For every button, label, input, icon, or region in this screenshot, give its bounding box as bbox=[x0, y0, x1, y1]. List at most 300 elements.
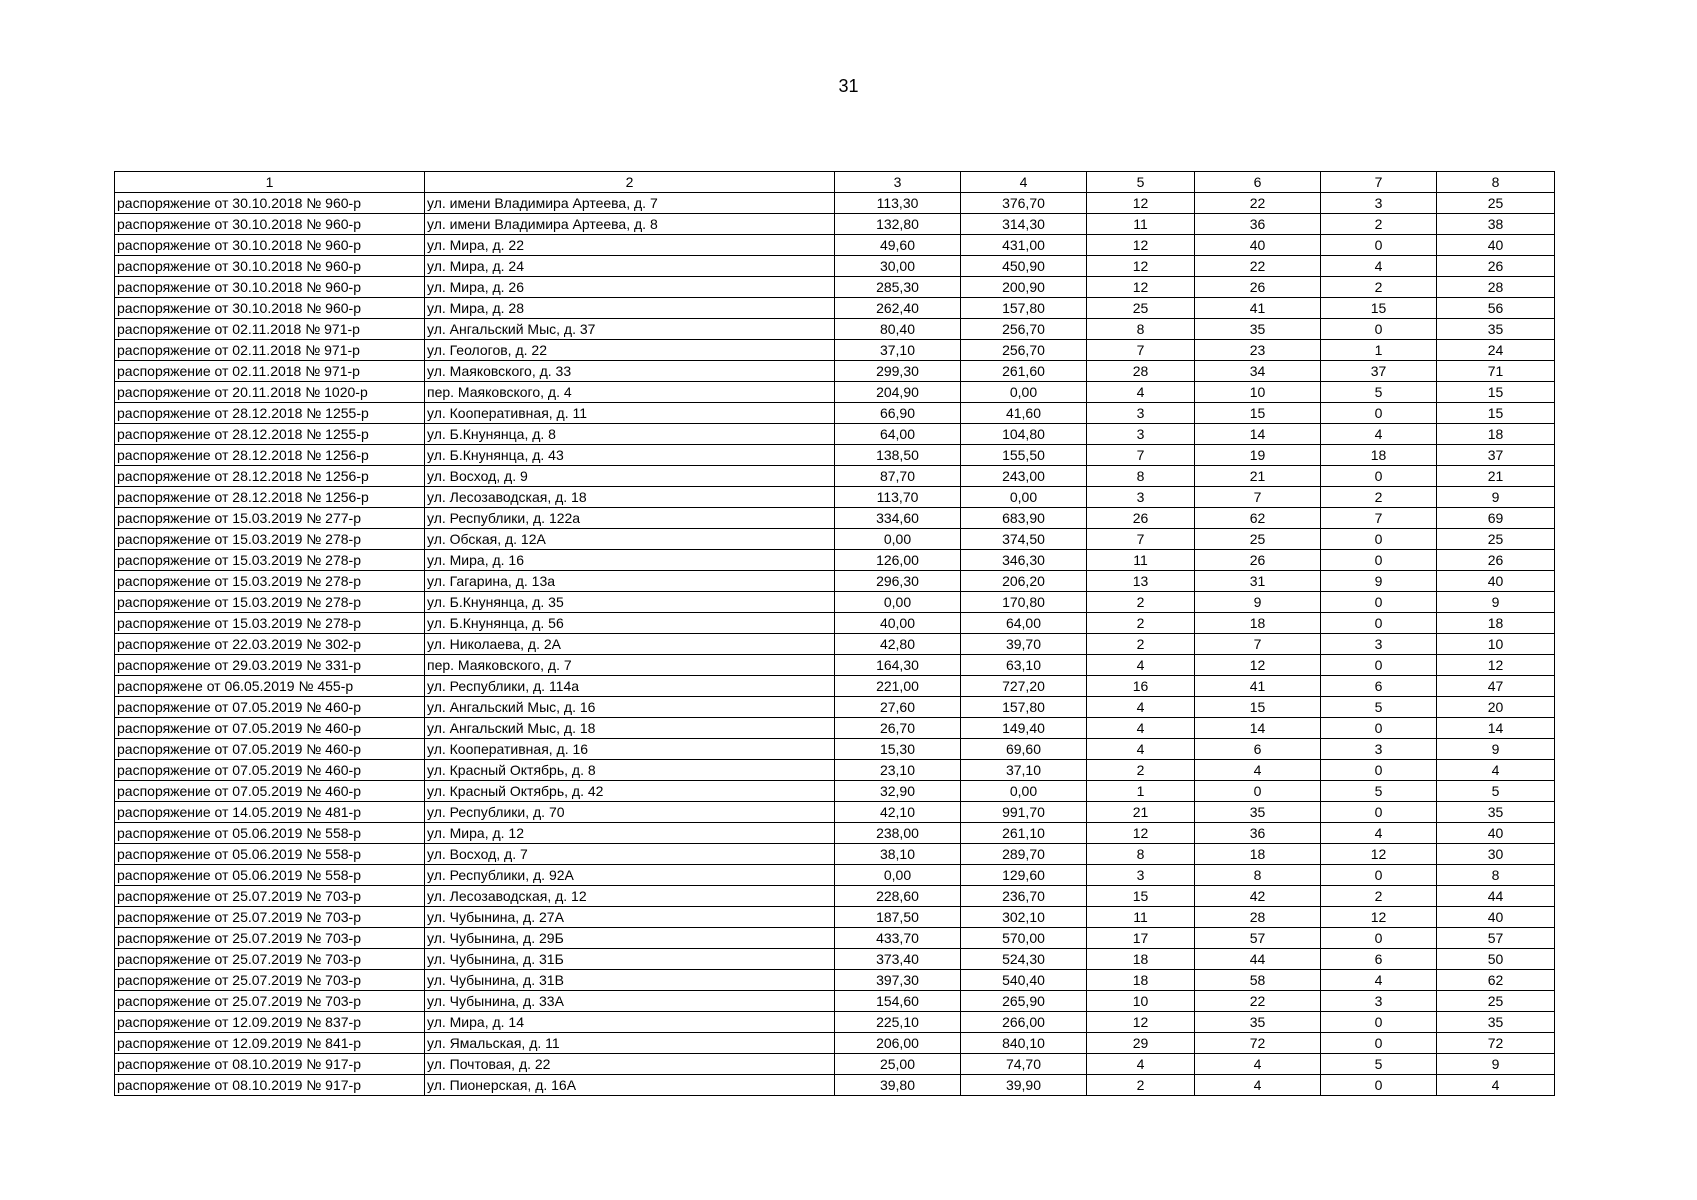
value-cell: 21 bbox=[1087, 802, 1195, 823]
value-cell: 26 bbox=[1437, 256, 1555, 277]
value-cell: 0,00 bbox=[835, 865, 961, 886]
document-cell: распоряжение от 15.03.2019 № 278-р bbox=[115, 529, 425, 550]
value-cell: 431,00 bbox=[961, 235, 1087, 256]
document-cell: распоряжение от 20.11.2018 № 1020-р bbox=[115, 382, 425, 403]
value-cell: 12 bbox=[1437, 655, 1555, 676]
value-cell: 3 bbox=[1321, 634, 1437, 655]
value-cell: 0 bbox=[1321, 865, 1437, 886]
value-cell: 7 bbox=[1195, 634, 1321, 655]
value-cell: 683,90 bbox=[961, 508, 1087, 529]
document-cell: распоряжение от 07.05.2019 № 460-р bbox=[115, 781, 425, 802]
address-cell: пер. Маяковского, д. 7 bbox=[425, 655, 835, 676]
value-cell: 12 bbox=[1087, 277, 1195, 298]
value-cell: 262,40 bbox=[835, 298, 961, 319]
value-cell: 0 bbox=[1321, 613, 1437, 634]
value-cell: 4 bbox=[1321, 256, 1437, 277]
value-cell: 30,00 bbox=[835, 256, 961, 277]
value-cell: 27,60 bbox=[835, 697, 961, 718]
value-cell: 62 bbox=[1195, 508, 1321, 529]
table-row bbox=[115, 1033, 1555, 1054]
value-cell: 25 bbox=[1437, 991, 1555, 1012]
value-cell: 22 bbox=[1195, 193, 1321, 214]
value-cell: 30 bbox=[1437, 844, 1555, 865]
document-cell: распоряжение от 15.03.2019 № 278-р bbox=[115, 571, 425, 592]
column-header: 7 bbox=[1321, 172, 1437, 193]
value-cell: 2 bbox=[1321, 487, 1437, 508]
value-cell: 12 bbox=[1087, 256, 1195, 277]
value-cell: 3 bbox=[1321, 193, 1437, 214]
value-cell: 256,70 bbox=[961, 340, 1087, 361]
document-cell: распоряжение от 08.10.2019 № 917-р bbox=[115, 1054, 425, 1075]
value-cell: 334,60 bbox=[835, 508, 961, 529]
table-row bbox=[115, 1075, 1555, 1096]
table-row bbox=[115, 613, 1555, 634]
value-cell: 7 bbox=[1087, 340, 1195, 361]
value-cell: 285,30 bbox=[835, 277, 961, 298]
value-cell: 11 bbox=[1087, 214, 1195, 235]
value-cell: 0,00 bbox=[961, 781, 1087, 802]
table-row bbox=[115, 508, 1555, 529]
address-cell: ул. Мира, д. 16 bbox=[425, 550, 835, 571]
value-cell: 397,30 bbox=[835, 970, 961, 991]
address-cell: ул. Мира, д. 28 bbox=[425, 298, 835, 319]
value-cell: 9 bbox=[1437, 592, 1555, 613]
value-cell: 23,10 bbox=[835, 760, 961, 781]
value-cell: 10 bbox=[1195, 382, 1321, 403]
value-cell: 4 bbox=[1195, 760, 1321, 781]
value-cell: 22 bbox=[1195, 991, 1321, 1012]
document-cell: распоряжение от 25.07.2019 № 703-р bbox=[115, 949, 425, 970]
document-cell: распоряжение от 14.05.2019 № 481-р bbox=[115, 802, 425, 823]
table-row bbox=[115, 865, 1555, 886]
value-cell: 37 bbox=[1437, 445, 1555, 466]
value-cell: 5 bbox=[1321, 382, 1437, 403]
value-cell: 41 bbox=[1195, 298, 1321, 319]
value-cell: 44 bbox=[1437, 886, 1555, 907]
value-cell: 71 bbox=[1437, 361, 1555, 382]
value-cell: 138,50 bbox=[835, 445, 961, 466]
value-cell: 16 bbox=[1087, 676, 1195, 697]
value-cell: 3 bbox=[1087, 487, 1195, 508]
value-cell: 14 bbox=[1195, 718, 1321, 739]
value-cell: 0 bbox=[1321, 1012, 1437, 1033]
value-cell: 5 bbox=[1321, 697, 1437, 718]
table-row bbox=[115, 655, 1555, 676]
document-cell: распоряжение от 12.09.2019 № 841-р bbox=[115, 1033, 425, 1054]
value-cell: 2 bbox=[1321, 277, 1437, 298]
value-cell: 4 bbox=[1087, 718, 1195, 739]
value-cell: 15 bbox=[1087, 886, 1195, 907]
document-cell: распоряжение от 07.05.2019 № 460-р bbox=[115, 760, 425, 781]
column-header: 5 bbox=[1087, 172, 1195, 193]
value-cell: 18 bbox=[1087, 970, 1195, 991]
value-cell: 25 bbox=[1437, 193, 1555, 214]
value-cell: 24 bbox=[1437, 340, 1555, 361]
value-cell: 11 bbox=[1087, 907, 1195, 928]
value-cell: 2 bbox=[1321, 886, 1437, 907]
value-cell: 3 bbox=[1087, 865, 1195, 886]
address-cell: ул. Почтовая, д. 22 bbox=[425, 1054, 835, 1075]
value-cell: 37,10 bbox=[961, 760, 1087, 781]
value-cell: 154,60 bbox=[835, 991, 961, 1012]
table-row bbox=[115, 403, 1555, 424]
value-cell: 8 bbox=[1087, 319, 1195, 340]
document-cell: распоряжение от 02.11.2018 № 971-р bbox=[115, 361, 425, 382]
value-cell: 204,90 bbox=[835, 382, 961, 403]
value-cell: 0,00 bbox=[835, 529, 961, 550]
value-cell: 433,70 bbox=[835, 928, 961, 949]
address-cell: ул. Б.Кнунянца, д. 8 bbox=[425, 424, 835, 445]
value-cell: 23 bbox=[1195, 340, 1321, 361]
address-cell: ул. Лесозаводская, д. 12 bbox=[425, 886, 835, 907]
page-number: 31 bbox=[838, 76, 859, 96]
value-cell: 41,60 bbox=[961, 403, 1087, 424]
value-cell: 0 bbox=[1321, 529, 1437, 550]
document-cell: распоряжение от 25.07.2019 № 703-р bbox=[115, 928, 425, 949]
table-row bbox=[115, 550, 1555, 571]
value-cell: 5 bbox=[1437, 781, 1555, 802]
address-cell: ул. Мира, д. 12 bbox=[425, 823, 835, 844]
value-cell: 0 bbox=[1321, 592, 1437, 613]
value-cell: 28 bbox=[1195, 907, 1321, 928]
document-cell: распоряжение от 15.03.2019 № 278-р bbox=[115, 592, 425, 613]
value-cell: 57 bbox=[1195, 928, 1321, 949]
value-cell: 12 bbox=[1195, 655, 1321, 676]
value-cell: 261,60 bbox=[961, 361, 1087, 382]
address-cell: ул. Красный Октябрь, д. 8 bbox=[425, 760, 835, 781]
value-cell: 346,30 bbox=[961, 550, 1087, 571]
value-cell: 5 bbox=[1321, 1054, 1437, 1075]
value-cell: 28 bbox=[1087, 361, 1195, 382]
value-cell: 39,80 bbox=[835, 1075, 961, 1096]
value-cell: 12 bbox=[1087, 823, 1195, 844]
value-cell: 7 bbox=[1087, 445, 1195, 466]
address-cell: ул. Кооперативная, д. 16 bbox=[425, 739, 835, 760]
table-row bbox=[115, 844, 1555, 865]
value-cell: 6 bbox=[1321, 949, 1437, 970]
value-cell: 26 bbox=[1437, 550, 1555, 571]
table-row bbox=[115, 802, 1555, 823]
value-cell: 187,50 bbox=[835, 907, 961, 928]
value-cell: 12 bbox=[1321, 844, 1437, 865]
document-cell: распоряжение от 07.05.2019 № 460-р bbox=[115, 739, 425, 760]
value-cell: 450,90 bbox=[961, 256, 1087, 277]
value-cell: 6 bbox=[1321, 676, 1437, 697]
address-cell: пер. Маяковского, д. 4 bbox=[425, 382, 835, 403]
value-cell: 4 bbox=[1087, 655, 1195, 676]
value-cell: 49,60 bbox=[835, 235, 961, 256]
value-cell: 4 bbox=[1321, 424, 1437, 445]
document-cell: распоряжение от 05.06.2019 № 558-р bbox=[115, 865, 425, 886]
value-cell: 28 bbox=[1437, 277, 1555, 298]
value-cell: 64,00 bbox=[961, 613, 1087, 634]
document-cell: распоряжение от 05.06.2019 № 558-р bbox=[115, 823, 425, 844]
value-cell: 289,70 bbox=[961, 844, 1087, 865]
value-cell: 15 bbox=[1437, 382, 1555, 403]
value-cell: 8 bbox=[1087, 844, 1195, 865]
value-cell: 3 bbox=[1087, 403, 1195, 424]
table-row bbox=[115, 1054, 1555, 1075]
document-cell: распоряжение от 07.05.2019 № 460-р bbox=[115, 697, 425, 718]
address-cell: ул. Чубынина, д. 31Б bbox=[425, 949, 835, 970]
document-cell: распоряжение от 25.07.2019 № 703-р bbox=[115, 907, 425, 928]
value-cell: 4 bbox=[1321, 823, 1437, 844]
value-cell: 373,40 bbox=[835, 949, 961, 970]
table-row bbox=[115, 886, 1555, 907]
document-cell: распоряжение от 28.12.2018 № 1256-р bbox=[115, 445, 425, 466]
value-cell: 157,80 bbox=[961, 298, 1087, 319]
document-cell: распоряжение от 30.10.2018 № 960-р bbox=[115, 298, 425, 319]
value-cell: 3 bbox=[1321, 991, 1437, 1012]
value-cell: 200,90 bbox=[961, 277, 1087, 298]
value-cell: 26,70 bbox=[835, 718, 961, 739]
value-cell: 113,70 bbox=[835, 487, 961, 508]
value-cell: 376,70 bbox=[961, 193, 1087, 214]
address-cell: ул. имени Владимира Артеева, д. 7 bbox=[425, 193, 835, 214]
value-cell: 314,30 bbox=[961, 214, 1087, 235]
document-cell: распоряжение от 28.12.2018 № 1255-р bbox=[115, 403, 425, 424]
value-cell: 7 bbox=[1087, 529, 1195, 550]
data-table bbox=[114, 171, 1555, 1096]
value-cell: 18 bbox=[1195, 613, 1321, 634]
value-cell: 9 bbox=[1195, 592, 1321, 613]
address-cell: ул. имени Владимира Артеева, д. 8 bbox=[425, 214, 835, 235]
table-row bbox=[115, 277, 1555, 298]
value-cell: 37 bbox=[1321, 361, 1437, 382]
value-cell: 4 bbox=[1087, 739, 1195, 760]
value-cell: 32,90 bbox=[835, 781, 961, 802]
value-cell: 0 bbox=[1321, 1033, 1437, 1054]
value-cell: 80,40 bbox=[835, 319, 961, 340]
document-cell: распоряжение от 29.03.2019 № 331-р bbox=[115, 655, 425, 676]
document-cell: распоряжение от 25.07.2019 № 703-р bbox=[115, 970, 425, 991]
value-cell: 40 bbox=[1437, 235, 1555, 256]
table-body bbox=[115, 193, 1555, 1096]
value-cell: 58 bbox=[1195, 970, 1321, 991]
value-cell: 37,10 bbox=[835, 340, 961, 361]
address-cell: ул. Маяковского, д. 33 bbox=[425, 361, 835, 382]
table-row bbox=[115, 424, 1555, 445]
address-cell: ул. Чубынина, д. 29Б bbox=[425, 928, 835, 949]
value-cell: 42,80 bbox=[835, 634, 961, 655]
value-cell: 570,00 bbox=[961, 928, 1087, 949]
value-cell: 21 bbox=[1195, 466, 1321, 487]
address-cell: ул. Николаева, д. 2А bbox=[425, 634, 835, 655]
value-cell: 10 bbox=[1087, 991, 1195, 1012]
address-cell: ул. Красный Октябрь, д. 42 bbox=[425, 781, 835, 802]
value-cell: 1 bbox=[1321, 340, 1437, 361]
value-cell: 0 bbox=[1321, 403, 1437, 424]
table-row bbox=[115, 907, 1555, 928]
value-cell: 13 bbox=[1087, 571, 1195, 592]
address-cell: ул. Лесозаводская, д. 18 bbox=[425, 487, 835, 508]
document-cell: распоряжение от 15.03.2019 № 278-р bbox=[115, 550, 425, 571]
value-cell: 4 bbox=[1087, 1054, 1195, 1075]
document-cell: распоряжение от 30.10.2018 № 960-р bbox=[115, 235, 425, 256]
value-cell: 9 bbox=[1321, 571, 1437, 592]
address-cell: ул. Восход, д. 9 bbox=[425, 466, 835, 487]
value-cell: 206,00 bbox=[835, 1033, 961, 1054]
document-cell: распоряжение от 02.11.2018 № 971-р bbox=[115, 319, 425, 340]
address-cell: ул. Ямальская, д. 11 bbox=[425, 1033, 835, 1054]
address-cell: ул. Б.Кнунянца, д. 43 bbox=[425, 445, 835, 466]
value-cell: 8 bbox=[1437, 865, 1555, 886]
value-cell: 296,30 bbox=[835, 571, 961, 592]
value-cell: 40,00 bbox=[835, 613, 961, 634]
address-cell: ул. Республики, д. 114а bbox=[425, 676, 835, 697]
value-cell: 26 bbox=[1087, 508, 1195, 529]
document-cell: распоряжение от 07.05.2019 № 460-р bbox=[115, 718, 425, 739]
table-row bbox=[115, 319, 1555, 340]
address-cell: ул. Чубынина, д. 33А bbox=[425, 991, 835, 1012]
value-cell: 12 bbox=[1087, 193, 1195, 214]
value-cell: 0,00 bbox=[961, 487, 1087, 508]
table-row bbox=[115, 487, 1555, 508]
column-header: 3 bbox=[835, 172, 961, 193]
value-cell: 25 bbox=[1437, 529, 1555, 550]
address-cell: ул. Б.Кнунянца, д. 56 bbox=[425, 613, 835, 634]
table-row bbox=[115, 193, 1555, 214]
value-cell: 35 bbox=[1195, 319, 1321, 340]
value-cell: 4 bbox=[1437, 1075, 1555, 1096]
table-row bbox=[115, 466, 1555, 487]
value-cell: 0,00 bbox=[835, 592, 961, 613]
value-cell: 299,30 bbox=[835, 361, 961, 382]
document-cell: распоряжение от 28.12.2018 № 1255-р bbox=[115, 424, 425, 445]
value-cell: 4 bbox=[1195, 1075, 1321, 1096]
value-cell: 206,20 bbox=[961, 571, 1087, 592]
value-cell: 10 bbox=[1437, 634, 1555, 655]
address-cell: ул. Мира, д. 22 bbox=[425, 235, 835, 256]
value-cell: 4 bbox=[1087, 382, 1195, 403]
value-cell: 35 bbox=[1437, 1012, 1555, 1033]
document-cell: распоряжение от 28.12.2018 № 1256-р bbox=[115, 487, 425, 508]
address-cell: ул. Обская, д. 12А bbox=[425, 529, 835, 550]
value-cell: 34 bbox=[1195, 361, 1321, 382]
value-cell: 170,80 bbox=[961, 592, 1087, 613]
value-cell: 155,50 bbox=[961, 445, 1087, 466]
value-cell: 15 bbox=[1195, 697, 1321, 718]
value-cell: 62 bbox=[1437, 970, 1555, 991]
value-cell: 3 bbox=[1087, 424, 1195, 445]
column-header: 2 bbox=[425, 172, 835, 193]
value-cell: 44 bbox=[1195, 949, 1321, 970]
value-cell: 66,90 bbox=[835, 403, 961, 424]
value-cell: 64,00 bbox=[835, 424, 961, 445]
column-header: 6 bbox=[1195, 172, 1321, 193]
address-cell: ул. Республики, д. 70 bbox=[425, 802, 835, 823]
document-cell: распоряжение от 30.10.2018 № 960-р bbox=[115, 256, 425, 277]
value-cell: 18 bbox=[1087, 949, 1195, 970]
value-cell: 157,80 bbox=[961, 697, 1087, 718]
document-cell: распоряжение от 30.10.2018 № 960-р bbox=[115, 193, 425, 214]
value-cell: 104,80 bbox=[961, 424, 1087, 445]
table-row bbox=[115, 382, 1555, 403]
table-row bbox=[115, 1012, 1555, 1033]
value-cell: 22 bbox=[1195, 256, 1321, 277]
table-row bbox=[115, 949, 1555, 970]
value-cell: 20 bbox=[1437, 697, 1555, 718]
value-cell: 18 bbox=[1195, 844, 1321, 865]
value-cell: 302,10 bbox=[961, 907, 1087, 928]
address-cell: ул. Мира, д. 26 bbox=[425, 277, 835, 298]
table-row bbox=[115, 676, 1555, 697]
address-cell: ул. Ангальский Мыс, д. 16 bbox=[425, 697, 835, 718]
value-cell: 8 bbox=[1087, 466, 1195, 487]
document-cell: распоряжение от 08.10.2019 № 917-р bbox=[115, 1075, 425, 1096]
address-cell: ул. Республики, д. 92А bbox=[425, 865, 835, 886]
table-row bbox=[115, 529, 1555, 550]
value-cell: 129,60 bbox=[961, 865, 1087, 886]
address-cell: ул. Республики, д. 122а bbox=[425, 508, 835, 529]
value-cell: 39,70 bbox=[961, 634, 1087, 655]
value-cell: 524,30 bbox=[961, 949, 1087, 970]
value-cell: 126,00 bbox=[835, 550, 961, 571]
table-row bbox=[115, 634, 1555, 655]
value-cell: 4 bbox=[1087, 697, 1195, 718]
value-cell: 243,00 bbox=[961, 466, 1087, 487]
address-cell: ул. Пионерская, д. 16А bbox=[425, 1075, 835, 1096]
document-cell: распоряжение от 12.09.2019 № 837-р bbox=[115, 1012, 425, 1033]
table-row bbox=[115, 256, 1555, 277]
value-cell: 25,00 bbox=[835, 1054, 961, 1075]
value-cell: 4 bbox=[1321, 970, 1437, 991]
value-cell: 4 bbox=[1195, 1054, 1321, 1075]
table-row bbox=[115, 298, 1555, 319]
value-cell: 18 bbox=[1321, 445, 1437, 466]
value-cell: 113,30 bbox=[835, 193, 961, 214]
value-cell: 50 bbox=[1437, 949, 1555, 970]
table-header-row bbox=[115, 172, 1555, 193]
value-cell: 42 bbox=[1195, 886, 1321, 907]
table-row bbox=[115, 991, 1555, 1012]
value-cell: 9 bbox=[1437, 487, 1555, 508]
value-cell: 69 bbox=[1437, 508, 1555, 529]
value-cell: 0 bbox=[1321, 718, 1437, 739]
address-cell: ул. Гагарина, д. 13а bbox=[425, 571, 835, 592]
value-cell: 57 bbox=[1437, 928, 1555, 949]
value-cell: 35 bbox=[1437, 802, 1555, 823]
value-cell: 9 bbox=[1437, 739, 1555, 760]
value-cell: 2 bbox=[1321, 214, 1437, 235]
value-cell: 19 bbox=[1195, 445, 1321, 466]
value-cell: 9 bbox=[1437, 1054, 1555, 1075]
value-cell: 36 bbox=[1195, 214, 1321, 235]
value-cell: 21 bbox=[1437, 466, 1555, 487]
value-cell: 2 bbox=[1087, 592, 1195, 613]
document-cell: распоряжение от 05.06.2019 № 558-р bbox=[115, 844, 425, 865]
value-cell: 15 bbox=[1321, 298, 1437, 319]
column-header: 4 bbox=[961, 172, 1087, 193]
table-row bbox=[115, 718, 1555, 739]
value-cell: 236,70 bbox=[961, 886, 1087, 907]
value-cell: 540,40 bbox=[961, 970, 1087, 991]
value-cell: 727,20 bbox=[961, 676, 1087, 697]
value-cell: 261,10 bbox=[961, 823, 1087, 844]
table-row bbox=[115, 928, 1555, 949]
document-cell: распоряжение от 15.03.2019 № 278-р bbox=[115, 613, 425, 634]
value-cell: 35 bbox=[1437, 319, 1555, 340]
value-cell: 26 bbox=[1195, 550, 1321, 571]
table-row bbox=[115, 214, 1555, 235]
value-cell: 40 bbox=[1195, 235, 1321, 256]
value-cell: 56 bbox=[1437, 298, 1555, 319]
table-row bbox=[115, 739, 1555, 760]
value-cell: 374,50 bbox=[961, 529, 1087, 550]
value-cell: 74,70 bbox=[961, 1054, 1087, 1075]
value-cell: 12 bbox=[1321, 907, 1437, 928]
value-cell: 0 bbox=[1321, 802, 1437, 823]
